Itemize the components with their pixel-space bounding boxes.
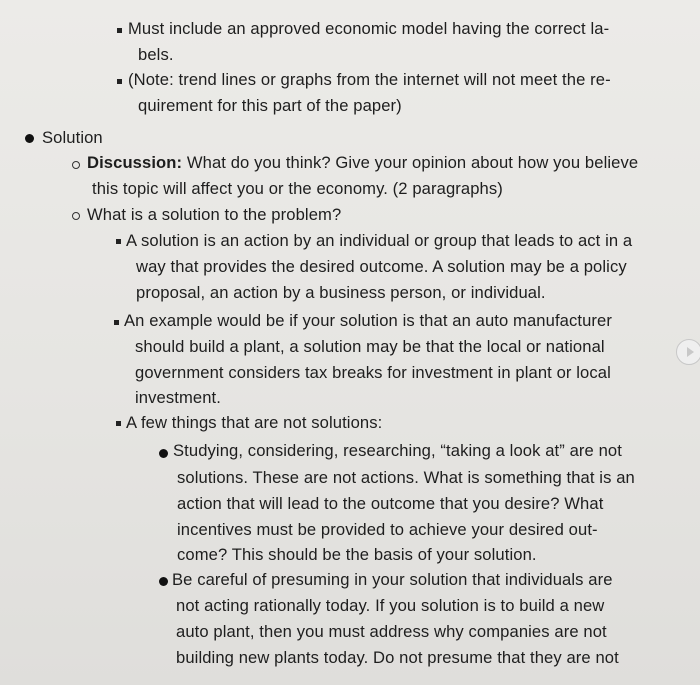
text-line: building new plants today. Do not presume that they are not [176,648,619,667]
discussion-text: What do you think? Give your opinion about how you believe [182,153,639,172]
text-line: investment. [135,388,221,407]
text-line: Must include an approved economic model having the correct la- [128,19,610,38]
text-line: solutions. These are not actions. What is something that is an [177,468,635,487]
hollow-bullet-icon [72,161,80,169]
text-line: way that provides the desired outcome. A solution may be a policy [136,257,627,276]
hollow-bullet-icon [72,212,80,220]
text-line: should build a plant, a solution may be that the local or national [135,337,605,356]
square-bullet-icon [117,28,122,33]
text-line: this topic will affect you or the economy. (2 paragraphs) [92,179,503,198]
text-line: proposal, an action by a business person, or individual. [136,283,546,302]
text-line: Studying, considering, researching, “taking a look at” are not [173,441,622,460]
square-bullet-icon [114,320,119,325]
text-line: Be careful of presuming in your solution that individuals are [172,570,613,589]
play-icon[interactable] [676,339,700,365]
text-line: bels. [138,45,174,64]
square-bullet-icon [117,79,122,84]
text-line: (Note: trend lines or graphs from the internet will not meet the re- [128,70,611,89]
text-line: come? This should be the basis of your solution. [177,545,537,564]
square-bullet-icon [116,239,121,244]
filled-bullet-icon [159,449,168,458]
text-line: action that will lead to the outcome that you desire? What [177,494,604,513]
text-line: incentives must be provided to achieve your desired out- [177,520,598,539]
square-bullet-icon [116,421,121,426]
text-line: A few things that are not solutions: [126,413,383,432]
text-line [87,153,638,173]
text-line: quirement for this part of the paper) [138,96,402,115]
text-line: An example would be if your solution is that an auto manufacturer [124,311,612,330]
section-heading: Solution [42,128,103,147]
text-line: auto plant, then you must address why companies are not [176,622,607,641]
text-line: government considers tax breaks for investment in plant or local [135,363,611,382]
discussion-label: Discussion: [87,153,183,172]
text-line: What is a solution to the problem? [87,205,342,224]
text-line: A solution is an action by an individual or group that leads to act in a [126,231,633,250]
text-line: not acting rationally today. If you solution is to build a new [176,596,605,615]
filled-bullet-icon [25,134,34,143]
filled-bullet-icon [159,577,168,586]
